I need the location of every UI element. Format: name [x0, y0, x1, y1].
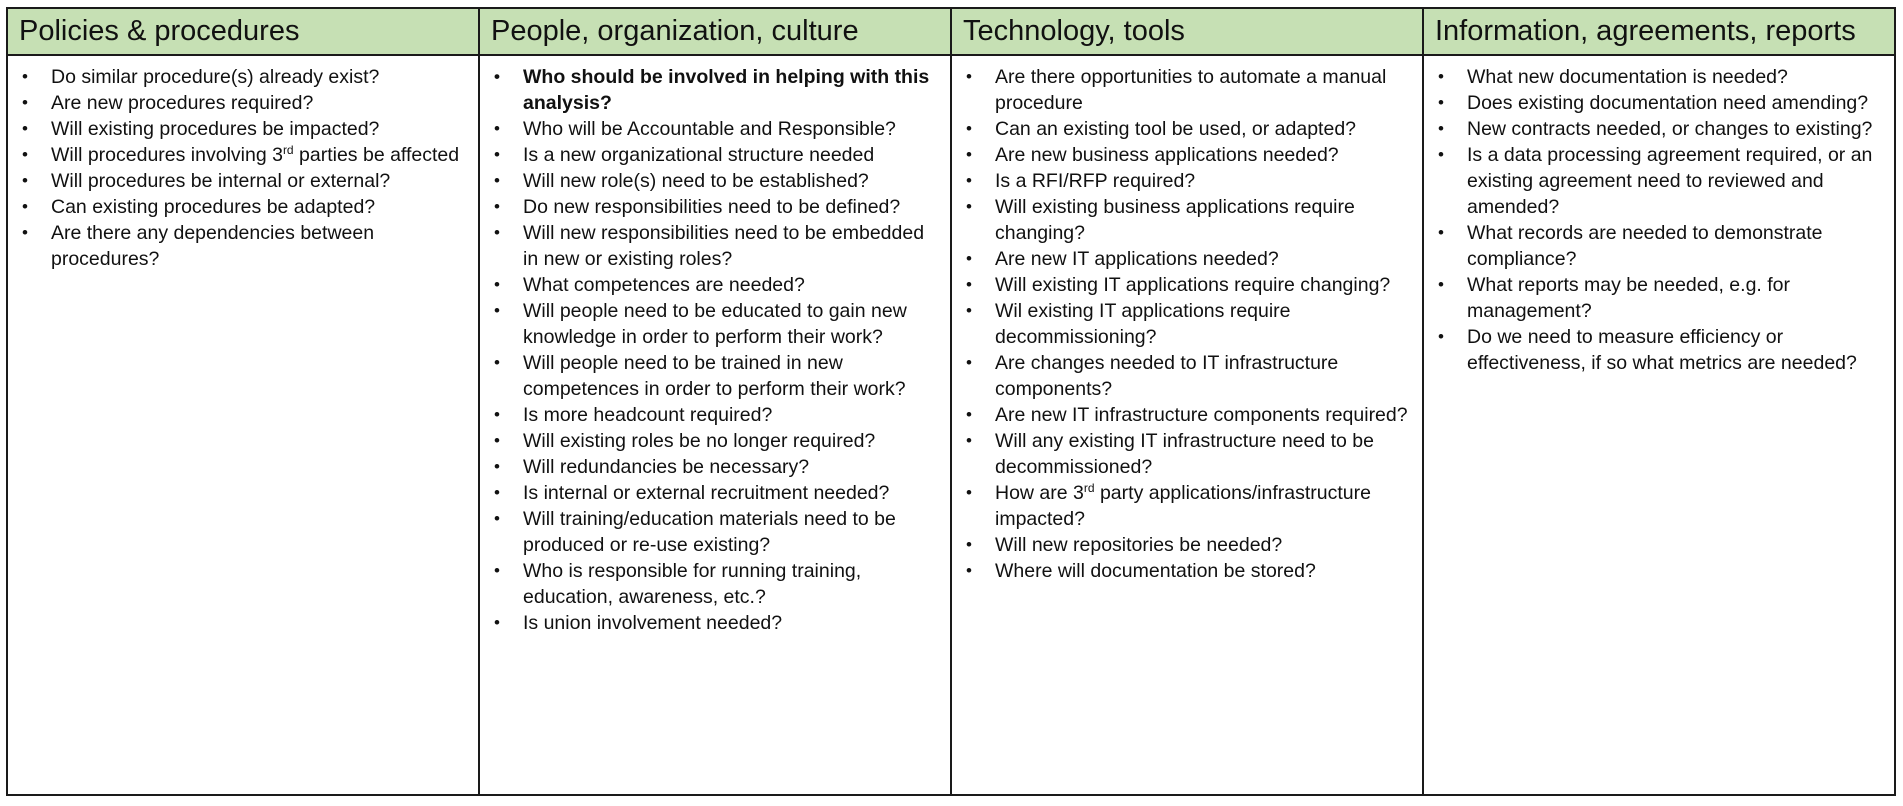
list-item: • New contracts needed, or changes to existing? — [1434, 116, 1884, 142]
analysis-table — [6, 7, 1896, 796]
list-item — [18, 142, 468, 168]
list-item: • Will existing IT applications require changing? — [962, 272, 1412, 298]
list-item: • Will training/education materials need to be produced or re-use existing? — [490, 506, 940, 558]
list-item: • Who is responsible for running training, education, awareness, etc.? — [490, 558, 940, 610]
list-item: • Will new role(s) need to be established? — [490, 168, 940, 194]
column-header-policies: Policies & procedures — [8, 9, 480, 56]
list-item: • Are there opportunities to automate a manual procedure — [962, 64, 1412, 116]
item-text: party applications/infrastructure impacted? — [995, 482, 1371, 530]
list-item: • Will new repositories be needed? — [962, 532, 1412, 558]
list-item: • Will redundancies be necessary? — [490, 454, 940, 480]
question-list — [1434, 64, 1884, 376]
list-item: • What reports may be needed, e.g. for management? — [1434, 272, 1884, 324]
list-item: • Are there any dependencies between procedures? — [18, 220, 468, 272]
list-item: • Who should be involved in helping with this analysis? — [490, 64, 940, 116]
list-item: • Is more headcount required? — [490, 402, 940, 428]
list-item: • Who will be Accountable and Responsible? — [490, 116, 940, 142]
question-list — [490, 64, 940, 636]
list-item: • Where will documentation be stored? — [962, 558, 1412, 584]
list-item: • Is a data processing agreement required, or an existing agreement need to reviewed and amended? — [1434, 142, 1884, 220]
question-list — [18, 64, 468, 272]
item-text: Will procedures involving 3 — [51, 144, 283, 166]
list-item: • What records are needed to demonstrate compliance? — [1434, 220, 1884, 272]
column-header-information: Information, agreements, reports — [1424, 9, 1894, 56]
list-item: • Wil existing IT applications require decommissioning? — [962, 298, 1412, 350]
item-text: parties be affected — [293, 144, 460, 166]
question-list — [962, 64, 1412, 584]
list-item: • Are changes needed to IT infrastructure components? — [962, 350, 1412, 402]
list-item: • Do new responsibilities need to be defined? — [490, 194, 940, 220]
list-item: • Is a new organizational structure needed — [490, 142, 940, 168]
list-item: • Are new business applications needed? — [962, 142, 1412, 168]
list-item: • Does existing documentation need amending? — [1434, 90, 1884, 116]
list-item: • Will existing business applications require changing? — [962, 194, 1412, 246]
list-item: • Will people need to be trained in new competences in order to perform their work? — [490, 350, 940, 402]
list-item: • Is a RFI/RFP required? — [962, 168, 1412, 194]
list-item: • Will existing roles be no longer required? — [490, 428, 940, 454]
list-item: • Are new procedures required? — [18, 90, 468, 116]
ordinal-suffix: rd — [282, 143, 294, 157]
column-header-technology: Technology, tools — [952, 9, 1424, 56]
item-text: How are 3 — [995, 482, 1084, 504]
list-item: • Will any existing IT infrastructure need to be decommissioned? — [962, 428, 1412, 480]
list-item: • Will procedures be internal or external? — [18, 168, 468, 194]
list-item: • Are new IT applications needed? — [962, 246, 1412, 272]
list-item: • Will new responsibilities need to be embedded in new or existing roles? — [490, 220, 940, 272]
list-item: • Will people need to be educated to gain new knowledge in order to perform their work? — [490, 298, 940, 350]
list-item: • What competences are needed? — [490, 272, 940, 298]
list-item: • What new documentation is needed? — [1434, 64, 1884, 90]
list-item: • Can an existing tool be used, or adapted? — [962, 116, 1412, 142]
list-item — [962, 480, 1412, 532]
column-cell-policies — [8, 56, 480, 794]
list-item: • Do similar procedure(s) already exist? — [18, 64, 468, 90]
list-item: • Do we need to measure efficiency or effectiveness, if so what metrics are needed? — [1434, 324, 1884, 376]
ordinal-suffix: rd — [1083, 481, 1095, 495]
list-item: • Can existing procedures be adapted? — [18, 194, 468, 220]
list-item: • Is internal or external recruitment needed? — [490, 480, 940, 506]
column-cell-technology — [952, 56, 1424, 794]
column-header-people: People, organization, culture — [480, 9, 952, 56]
list-item: • Are new IT infrastructure components required? — [962, 402, 1412, 428]
list-item: • Will existing procedures be impacted? — [18, 116, 468, 142]
list-item: • Is union involvement needed? — [490, 610, 940, 636]
column-cell-information — [1424, 56, 1894, 794]
column-cell-people — [480, 56, 952, 794]
